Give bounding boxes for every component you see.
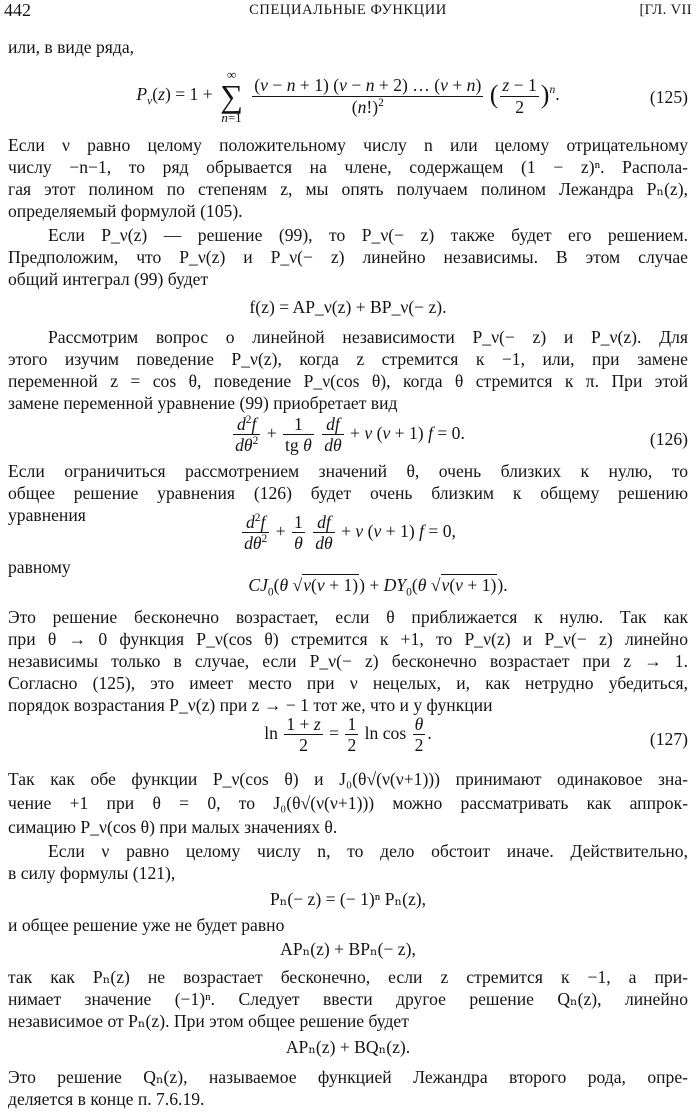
text-line: замене переменной уравнение (99) приобретает вид (8, 393, 398, 413)
text-line: Предположим, что P_ν(z) и P_ν(− z) линейно независимы. В этом случае (8, 247, 688, 267)
equation-126: $\frac{d^2f}{d\theta^2}$ + $\frac{1}{\text{tg θ}}$ $\frac{df}{d\theta}$ + ν (ν + 1) f = 0. (126) (235, 414, 688, 456)
equation-127: ln $\frac{1 + z}{2}$ = $\frac{1}{2}$ ln cos $\frac{\theta}{2}$ . (127) (264, 714, 688, 756)
text-line: уравнения (8, 505, 86, 525)
text-line: определяемый формулой (105). (8, 201, 243, 221)
equation-combination-2: APₙ(z) + BQₙ(z). (285, 1037, 411, 1057)
text-line: в силу формулы (121), (8, 863, 176, 883)
running-header (4, 0, 692, 24)
equation-general-integral: f(z) = AP_ν(z) + BP_ν(− z). (249, 297, 447, 317)
text-line: или, в виде ряда, (8, 37, 135, 57)
text-line: при θ → 0 функция P_ν(cos θ) стремится к +1, то P_ν(z) и P_ν(− z) линейно (8, 629, 688, 649)
text-line: Так как обе функции P_ν(cos θ) и J₀(θ√(ν(ν+1))) принимают одинаковое зна- (8, 769, 688, 789)
text-line: переменной z = cos θ, поведение P_ν(cos θ), когда θ стремится к π. При этой (8, 371, 688, 391)
equation-number: (126) (649, 429, 688, 449)
text-line: деляется в конце п. 7.6.19. (8, 1089, 205, 1109)
text-line: Если ограничиться рассмотрением значений θ, очень близких к нулю, то (8, 461, 688, 481)
equation-number: (125) (649, 87, 688, 107)
equation-parity: Pₙ(− z) = (− 1)ⁿ Pₙ(z), (269, 889, 427, 909)
text-line: симацию P_ν(cos θ) при малых значениях θ. (8, 817, 338, 837)
text-line: независимы только в случае, если P_ν(− z) бесконечно возрастает при z → 1. (8, 651, 688, 671)
equation-combination-1: APₙ(z) + BPₙ(− z), (280, 939, 416, 959)
text-line: Если ν равно целому числу n, то дело обстоит иначе. Действительно, (48, 841, 688, 861)
equation-number: (127) (649, 729, 688, 749)
text-line: и общее решение уже не будет равно (8, 915, 285, 935)
text-line: общий интеграл (99) будет (8, 269, 209, 289)
text-line: Это решение Qₙ(z), называемое функцией Лежандра второго рода, опре- (8, 1067, 688, 1087)
equation-125: $P_\nu(z) = 1$ + ∞ ∑ n=1 $\frac{(\nu - n + 1) (\nu - n + 2) \dots (\nu + n)}{(n!)^2}$ ( $\frac{z - 1}{2}$ )$^n$. (125) (136, 67, 688, 125)
running-title: СПЕЦИАЛЬНЫЕ ФУНКЦИИ (249, 2, 447, 18)
text-line: этого изучим поведение P_ν(z), когда z стремится к −1, или, при замене (8, 349, 688, 369)
text-line: Если ν равно целому положительному числу n или целому отрицательному (8, 135, 688, 155)
text-line: Если P_ν(z) — решение (99), то P_ν(− z) также будет его решением. (48, 225, 688, 245)
text-line: чение +1 при θ = 0, то J₀(θ√(ν(ν+1))) можно рассматривать как аппрок- (8, 793, 688, 813)
text-line: так как Pₙ(z) не возрастает бесконечно, если z стремится к −1, а при- (8, 967, 688, 987)
text-line: порядок возрастания P_ν(z) при z → − 1 тот же, что и у функции (8, 695, 493, 715)
summation-sign: ∞ ∑ n=1 (220, 67, 243, 125)
text-line: гая этот полином по степеням z, мы опять получаем полином Лежандра Pₙ(z), (8, 179, 688, 199)
text-line: равному (8, 557, 71, 577)
text-line: Согласно (125), это имеет место при ν нецелых, и, как нетрудно убедиться, (8, 673, 688, 693)
equation-bessel-solution: $CJ_0(\theta$ $√\nu(\nu + 1)) + DY_0(\theta$ √ν(ν + 1)). (248, 575, 508, 599)
chapter-label: [ГЛ. VII (639, 2, 692, 18)
text-line: нимает значение (−1)ⁿ. Следует ввести другое решение Qₙ(z), линейно (8, 989, 688, 1009)
text-line: Рассмотрим вопрос о линейной независимости P_ν(− z) и P_ν(z). Для (48, 327, 688, 347)
page-number: 442 (4, 0, 31, 20)
text-line: Это решение бесконечно возрастает, если θ приближается к нулю. Так как (8, 607, 688, 627)
text-line: общее решение уравнения (126) будет очень близким к общему решению (8, 483, 688, 503)
text-line: независимое от Pₙ(z). При этом общее решение будет (8, 1011, 409, 1031)
equation-bessel-form: $\frac{d^2f}{d\theta^2}$ + $\frac{1}{\theta}$ $\frac{df}{d\theta}$ + ν (ν + 1) f = 0, (244, 512, 456, 554)
text-line: числу −n−1, то ряд обрывается на члене, содержащем (1 − z)ⁿ. Распола- (8, 157, 688, 177)
